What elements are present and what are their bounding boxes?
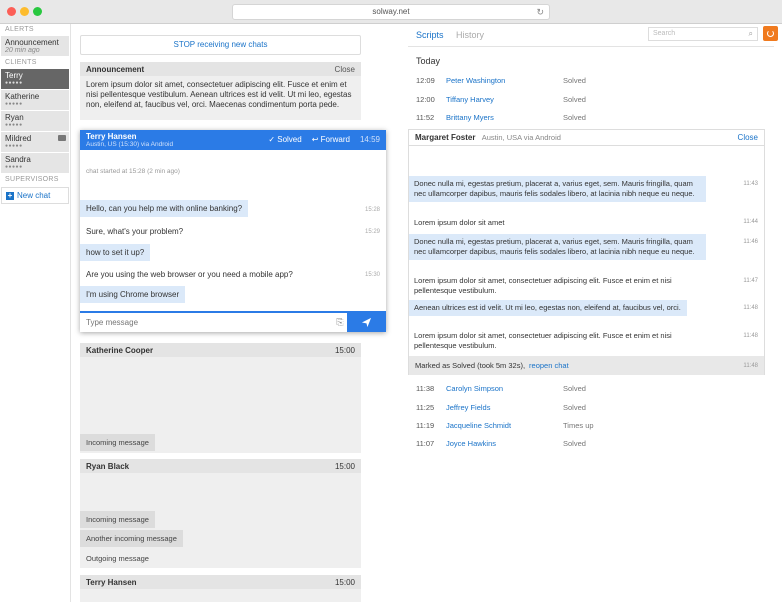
- history-row[interactable]: [416, 113, 586, 122]
- status-dots: ●●●●●: [5, 143, 23, 149]
- history-name[interactable]: Carolyn Simpson: [446, 384, 504, 393]
- message-time: 11:43: [743, 181, 758, 187]
- history-time: 11:07: [416, 439, 435, 448]
- message-text: Sure, what's your problem?: [86, 227, 184, 236]
- history-row[interactable]: [416, 95, 586, 104]
- announcement-header: [80, 62, 361, 76]
- chat-timer: 14:59: [359, 135, 380, 144]
- detail-client-name: Margaret Foster: [415, 133, 476, 142]
- sidebar: [0, 24, 71, 602]
- active-chat-window: [80, 130, 386, 332]
- history-detail: [408, 129, 765, 375]
- status-dots: ●●●●●: [5, 101, 23, 107]
- sidebar-item-announcement[interactable]: [1, 36, 69, 56]
- history-time: 11:38: [416, 384, 435, 393]
- sidebar-item-ryan[interactable]: [1, 111, 69, 131]
- card-header: [80, 459, 361, 473]
- card-header: [80, 575, 361, 589]
- right-panel: [408, 24, 782, 602]
- history-status: Solved: [563, 95, 586, 104]
- message-time: 11:46: [743, 239, 758, 245]
- detail-client-location: Austin, USA via Android: [481, 133, 561, 142]
- queued-chat-card[interactable]: [80, 459, 361, 568]
- reopen-chat-link[interactable]: reopen chat: [529, 361, 569, 370]
- zoom-window-button[interactable]: [33, 7, 42, 16]
- history-row[interactable]: [416, 76, 586, 85]
- solved-button[interactable]: ✓ Solved: [268, 135, 302, 144]
- announcement-close-button[interactable]: Close: [334, 64, 355, 74]
- history-status: Solved: [563, 76, 586, 85]
- history-time: 11:25: [416, 403, 435, 412]
- detail-close-button[interactable]: Close: [737, 133, 758, 142]
- send-icon: [361, 317, 372, 328]
- stop-receiving-chats-button[interactable]: STOP receiving new chats: [80, 35, 361, 55]
- message-incoming: [80, 200, 248, 217]
- sidebar-item-time: 20 min ago: [5, 47, 40, 54]
- history-row[interactable]: [416, 384, 586, 393]
- chat-bubble-icon: [58, 135, 66, 141]
- right-tabs: [416, 30, 494, 40]
- card-message-incoming: Another incoming message: [80, 530, 183, 547]
- history-time: 12:09: [416, 76, 435, 85]
- history-time: 11:19: [416, 421, 435, 430]
- plus-icon: +: [7, 190, 13, 200]
- announcement-title: Announcement: [86, 64, 145, 74]
- divider: [408, 46, 774, 47]
- detail-message-incoming: Donec nulla mi, egestas pretium, placerat a, varius eget, sem. Mauris fringilla, quam nec ullamcorper dapibus, mauris felis sodales libero, at lacinia nibh neque eu neque.: [409, 176, 706, 202]
- sidebar-item-label: Ryan: [5, 113, 24, 122]
- history-row[interactable]: [416, 421, 594, 430]
- close-window-button[interactable]: [7, 7, 16, 16]
- forward-button[interactable]: ↩ Forward: [311, 135, 350, 144]
- history-status: Solved: [563, 113, 586, 122]
- alerts-section-title: ALERTS: [5, 26, 34, 33]
- attach-icon[interactable]: ⎘: [336, 317, 344, 327]
- send-button[interactable]: [347, 313, 386, 332]
- history-time: 12:00: [416, 95, 435, 104]
- detail-footer: [409, 356, 764, 375]
- solved-note: Marked as Solved (took 5m 32s),: [415, 361, 526, 370]
- card-header: [80, 343, 361, 357]
- history-name[interactable]: Brittany Myers: [446, 113, 494, 122]
- history-time: 11:52: [416, 113, 435, 122]
- sidebar-item-terry[interactable]: [1, 69, 69, 89]
- sidebar-item-sandra[interactable]: [1, 153, 69, 173]
- card-message-incoming: Incoming message: [80, 511, 155, 528]
- detail-message-outgoing: Lorem ipsum dolor sit amet: [414, 218, 505, 227]
- history-name[interactable]: Jeffrey Fields: [446, 403, 491, 412]
- card-message-incoming: Incoming message: [80, 434, 155, 451]
- sidebar-item-mildred[interactable]: [1, 132, 69, 152]
- message-text: how to set it up?: [86, 248, 145, 257]
- card-message-outgoing: Outgoing message: [86, 554, 149, 563]
- tab-scripts[interactable]: Scripts: [416, 30, 444, 40]
- sidebar-item-label: Katherine: [5, 92, 40, 101]
- history-row[interactable]: [416, 403, 586, 412]
- card-client-name: Terry Hansen: [86, 577, 137, 587]
- sidebar-item-label: Announcement: [5, 38, 59, 47]
- message-outgoing: [80, 266, 299, 283]
- supervisors-section-title: SUPERVISORS: [5, 176, 59, 183]
- message-time: 11:44: [743, 219, 758, 225]
- card-time: 15:00: [334, 577, 355, 587]
- message-text: Are you using the web browser or you need a mobile app?: [86, 270, 293, 279]
- chat-composer: [80, 311, 386, 332]
- message-incoming: [80, 244, 150, 261]
- chat-started-note: chat started at 15:28 (2 min ago): [86, 168, 180, 175]
- message-time: 11:47: [743, 278, 758, 284]
- status-dots: ●●●●●: [5, 164, 23, 170]
- sidebar-item-katherine[interactable]: [1, 90, 69, 110]
- detail-message-outgoing: Lorem ipsum dolor sit amet, consectetuer adipiscing elit. Fusce et enim et nisi pellentesque vestibulum.: [414, 276, 672, 295]
- sidebar-item-label: Sandra: [5, 155, 31, 164]
- announcement-text: Lorem ipsum dolor sit amet, consectetuer adipiscing elit. Fusce et enim et nisi pellentesque vestibulum. Aenean ultrices est id velit. Ut mi leo, egestas non, eleifend at, faucibus vel, orci. Maecenas condimentum porta pede.: [86, 80, 352, 109]
- history-row[interactable]: [416, 439, 586, 448]
- url-text: solway.net: [372, 7, 410, 16]
- reload-icon[interactable]: ↻: [536, 7, 544, 17]
- card-time: 15:00: [334, 345, 355, 355]
- detail-message-incoming: Donec nulla mi, egestas pretium, placerat a, varius eget, sem. Mauris fringilla, quam nec ullamcorper dapibus, mauris felis sodales libero, at lacinia nibh neque eu neque.: [409, 234, 706, 260]
- message-time: 11:48: [743, 305, 758, 311]
- history-status: Solved: [563, 384, 586, 393]
- new-chat-label: New chat: [17, 191, 51, 200]
- message-time: 11:48: [743, 362, 758, 369]
- message-incoming: [80, 286, 185, 303]
- sidebar-item-label: Terry: [5, 71, 23, 80]
- status-dots: ●●●●●: [5, 80, 23, 86]
- search-input[interactable]: [648, 27, 758, 41]
- chat-header: [80, 130, 386, 150]
- detail-message-incoming: Aenean ultrices est id velit. Ut mi leo, egestas non, eleifend at, faucibus vel, orci.: [409, 300, 687, 316]
- new-chat-button[interactable]: [1, 187, 69, 204]
- minimize-window-button[interactable]: [20, 7, 29, 16]
- detail-header: [409, 130, 764, 146]
- tab-history[interactable]: History: [456, 30, 485, 40]
- history-name[interactable]: Tiffany Harvey: [446, 95, 494, 104]
- announcement-card: [80, 62, 361, 120]
- chat-messages: [80, 150, 386, 310]
- search-icon: ⌕: [748, 29, 753, 38]
- history-name[interactable]: Jacqueline Schmidt: [446, 421, 512, 430]
- card-client-name: Katherine Cooper: [86, 345, 154, 355]
- queued-chat-card[interactable]: [80, 575, 361, 602]
- history-name[interactable]: Joyce Hawkins: [446, 439, 497, 448]
- history-name[interactable]: Peter Washington: [446, 76, 506, 85]
- message-time: 15:29: [364, 229, 380, 235]
- chat-client-location: Austin, US (15:30) via Android: [86, 141, 174, 148]
- message-outgoing: [80, 223, 189, 240]
- message-text: Hello, can you help me with online banking?: [86, 204, 243, 213]
- sidebar-item-label: Mildred: [5, 134, 32, 143]
- queued-chat-card[interactable]: [80, 343, 361, 453]
- status-dots: ●●●●●: [5, 122, 23, 128]
- card-client-name: Ryan Black: [86, 461, 130, 471]
- history-status: Times up: [563, 421, 594, 430]
- power-button[interactable]: [763, 26, 778, 41]
- detail-message-outgoing: Lorem ipsum dolor sit amet, consectetuer adipiscing elit. Fusce et enim et nisi pellentesque vestibulum.: [414, 331, 672, 350]
- message-text: I'm using Chrome browser: [86, 290, 180, 299]
- clients-section-title: CLIENTS: [5, 59, 37, 66]
- address-bar[interactable]: [232, 4, 550, 20]
- message-input[interactable]: [80, 313, 333, 332]
- history-status: Solved: [563, 439, 586, 448]
- history-day-heading: Today: [416, 56, 441, 66]
- message-time: 11:48: [743, 333, 758, 339]
- message-time: 15:30: [364, 272, 380, 278]
- browser-toolbar: [0, 0, 782, 24]
- message-time: 15:28: [364, 207, 380, 213]
- power-icon: [767, 30, 774, 37]
- history-status: Solved: [563, 403, 586, 412]
- chat-client-name: Terry Hansen: [86, 132, 137, 141]
- search-placeholder: Search: [653, 30, 676, 37]
- card-time: 15:00: [334, 461, 355, 471]
